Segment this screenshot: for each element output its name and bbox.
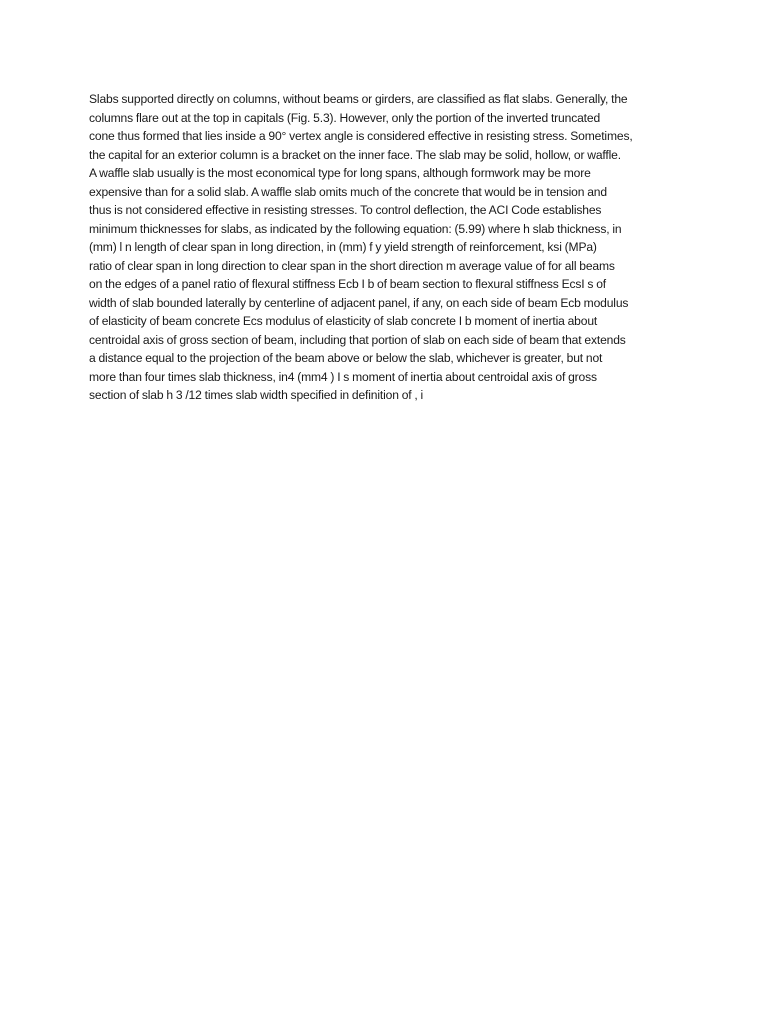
- text-line: ratio of clear span in long direction to clear span in the short direction m average value of for all beams: [89, 258, 615, 273]
- text-line: (mm) l n length of clear span in long direction, in (mm) f y yield strength of reinforcement, ksi (MPa): [89, 240, 597, 254]
- text-line: the capital for an exterior column is a bracket on the inner face. The slab may be solid, hollow, or waffle.: [89, 147, 621, 162]
- text-line: width of slab bounded laterally by centerline of adjacent panel, if any, on each side of beam Ecb modulus: [89, 295, 629, 310]
- text-line: more than four times slab thickness, in4 (mm4 ) I s moment of inertia about centroidal axis of gross: [89, 369, 597, 384]
- text-line: cone thus formed that lies inside a 90° vertex angle is considered effective in resisting stress. Sometimes,: [89, 129, 633, 143]
- text-line: Slabs supported directly on columns, without beams or girders, are classified as flat slabs. Generally, the: [89, 92, 628, 106]
- text-line: section of slab h 3 /12 times slab width specified in definition of , i: [89, 388, 424, 402]
- text-line: A waffle slab usually is the most economical type for long spans, although formwork may be more: [89, 166, 591, 180]
- text-line: thus is not considered effective in resisting stresses. To control deflection, the ACI Code establishes: [89, 203, 602, 217]
- body-paragraph: [89, 90, 685, 405]
- text-line: on the edges of a panel ratio of flexural stiffness Ecb I b of beam section to flexural stiffness EcsI s of: [89, 277, 607, 291]
- text-line: a distance equal to the projection of the beam above or below the slab, whichever is greater, but not: [89, 351, 603, 365]
- text-line: of elasticity of beam concrete Ecs modulus of elasticity of slab concrete I b moment of inertia about: [89, 314, 598, 328]
- text-line: minimum thicknesses for slabs, as indicated by the following equation: (5.99) where h slab thickness, in: [89, 221, 622, 236]
- text-line: columns flare out at the top in capitals (Fig. 5.3). However, only the portion of the inverted truncated: [89, 110, 601, 125]
- text-line: expensive than for a solid slab. A waffle slab omits much of the concrete that would be in tension and: [89, 184, 607, 199]
- text-line: centroidal axis of gross section of beam, including that portion of slab on each side of beam that extends: [89, 332, 626, 347]
